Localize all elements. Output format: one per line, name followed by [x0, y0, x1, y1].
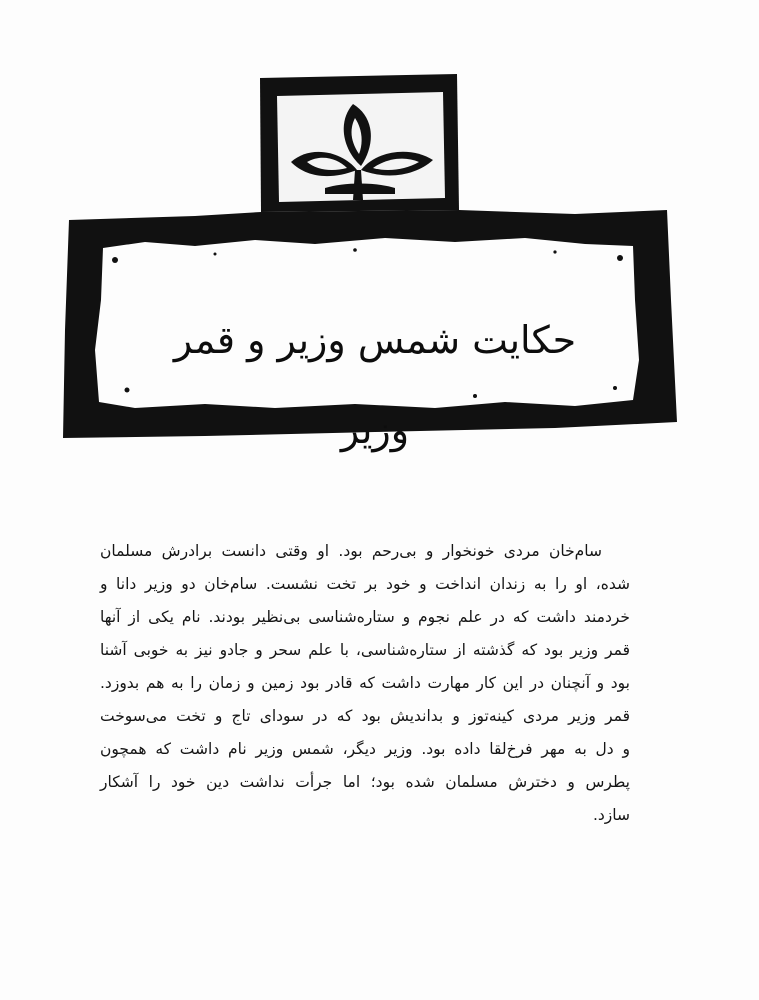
body-line: شده، او را به زندان انداخت و خود بر تخت نشست. سام‌خان دو وزیر دانا و	[100, 575, 630, 593]
body-line: پطرس و دخترش مسلمان شده بود؛ اما جرأت نداشت دین خود را آشکار	[100, 773, 630, 791]
leaf-sprig-icon	[277, 92, 445, 202]
body-line: و دل به مهر فرخ‌لقا داده بود. وزیر دیگر، شمس وزیر نام داشت که همچون	[100, 740, 630, 758]
body-line: سازد.	[592, 806, 630, 824]
body-line: قمر وزیر مردی کینه‌توز و بداندیش بود که در سودای تاج و تخت می‌سوخت	[100, 707, 630, 725]
story-title: حکایت شمس وزیر و قمر وزیر	[173, 318, 577, 452]
heading-ornament	[55, 70, 685, 452]
body-line: سام‌خان مردی خونخوار و بی‌رحم بود. او وقتی دانست برادرش مسلمان	[100, 542, 602, 560]
body-line: قمر وزیر بود که گذشته از ستاره‌شناسی، با علم سحر و جادو نیز به خوبی آشنا	[100, 641, 630, 659]
body-line: بود و آنچنان در این کار مهارت داشت که قادر بود زمین و زمان را به هم بدوزد.	[100, 674, 630, 692]
body-line: خردمند داشت که در علم نجوم و ستاره‌شناسی بی‌نظیر بودند. نام یکی از آنها	[100, 608, 630, 626]
story-body	[100, 535, 630, 832]
